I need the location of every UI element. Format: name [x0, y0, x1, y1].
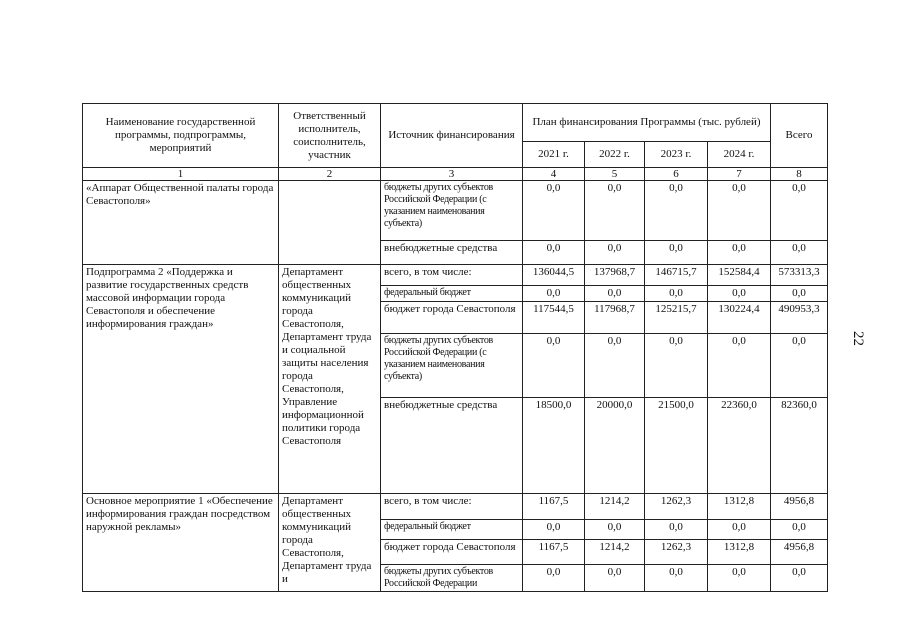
- year-value: 0,0: [585, 241, 645, 265]
- executor: [279, 181, 381, 265]
- year-value: 117968,7: [585, 302, 645, 334]
- year-value: 1312,8: [708, 540, 771, 565]
- year-value: 0,0: [645, 334, 708, 398]
- year-value: 21500,0: [645, 398, 708, 494]
- year-value: 0,0: [708, 286, 771, 302]
- year-value: 0,0: [523, 520, 585, 540]
- total-value: 490953,3: [771, 302, 828, 334]
- year-value: 136044,5: [523, 265, 585, 286]
- header-source: Источник финансирования: [381, 104, 523, 168]
- header-plan: План финансирования Программы (тыс. рублей): [523, 104, 771, 142]
- year-value: 0,0: [585, 520, 645, 540]
- column-number: 7: [708, 168, 771, 181]
- year-value: 1262,3: [645, 540, 708, 565]
- funding-source: федеральный бюджет: [381, 286, 523, 302]
- funding-source: бюджеты других субъектов Российской Федерации: [381, 565, 523, 592]
- year-value: 1214,2: [585, 540, 645, 565]
- page-number: 22: [850, 331, 866, 346]
- year-value: 0,0: [645, 565, 708, 592]
- year-value: 137968,7: [585, 265, 645, 286]
- year-value: 0,0: [585, 181, 645, 241]
- funding-source: бюджеты других субъектов Российской Федерации (с указанием наименования субъекта): [381, 334, 523, 398]
- table-row: [83, 265, 828, 286]
- total-value: 0,0: [771, 181, 828, 241]
- year-value: 130224,4: [708, 302, 771, 334]
- column-number: 5: [585, 168, 645, 181]
- column-number: 1: [83, 168, 279, 181]
- table-row: [83, 494, 828, 520]
- total-value: 0,0: [771, 286, 828, 302]
- year-value: 0,0: [645, 520, 708, 540]
- year-value: 1167,5: [523, 494, 585, 520]
- financing-table: [82, 103, 828, 592]
- year-value: 20000,0: [585, 398, 645, 494]
- year-value: 0,0: [645, 181, 708, 241]
- funding-source: федеральный бюджет: [381, 520, 523, 540]
- funding-source: бюджет города Севастополя: [381, 302, 523, 334]
- header-year: 2023 г.: [645, 142, 708, 168]
- year-value: 1167,5: [523, 540, 585, 565]
- funding-source: всего, в том числе:: [381, 265, 523, 286]
- year-value: 0,0: [645, 241, 708, 265]
- header-total: Всего: [771, 104, 828, 168]
- year-value: 152584,4: [708, 265, 771, 286]
- year-value: 22360,0: [708, 398, 771, 494]
- header-year: 2021 г.: [523, 142, 585, 168]
- year-value: 0,0: [585, 334, 645, 398]
- year-value: 0,0: [708, 565, 771, 592]
- year-value: 0,0: [585, 286, 645, 302]
- column-number: 6: [645, 168, 708, 181]
- header-year: 2022 г.: [585, 142, 645, 168]
- program-name: «Аппарат Общественной палаты города Севастополя»: [83, 181, 279, 265]
- column-number: 8: [771, 168, 828, 181]
- column-number: 3: [381, 168, 523, 181]
- year-value: 18500,0: [523, 398, 585, 494]
- funding-source: бюджеты других субъектов Российской Федерации (с указанием наименования субъекта): [381, 181, 523, 241]
- year-value: 0,0: [523, 241, 585, 265]
- year-value: 0,0: [708, 334, 771, 398]
- column-number: 2: [279, 168, 381, 181]
- header-name: Наименование государственной программы, подпрограммы, мероприятий: [83, 104, 279, 168]
- funding-source: внебюджетные средства: [381, 241, 523, 265]
- year-value: 0,0: [523, 286, 585, 302]
- year-value: 0,0: [708, 520, 771, 540]
- program-name: Подпрограмма 2 «Поддержка и развитие государственных средств массовой информации города Севастополя и обеспечение информирования граждан»: [83, 265, 279, 494]
- year-value: 146715,7: [645, 265, 708, 286]
- total-value: 0,0: [771, 241, 828, 265]
- column-number: 4: [523, 168, 585, 181]
- year-value: 0,0: [523, 181, 585, 241]
- year-value: 0,0: [645, 286, 708, 302]
- year-value: 0,0: [523, 565, 585, 592]
- year-value: 0,0: [708, 181, 771, 241]
- total-value: 0,0: [771, 520, 828, 540]
- year-value: 1312,8: [708, 494, 771, 520]
- year-value: 117544,5: [523, 302, 585, 334]
- funding-source: внебюджетные средства: [381, 398, 523, 494]
- total-value: 4956,8: [771, 494, 828, 520]
- executor: Департамент общественных коммуникаций города Севастополя, Департамент труда и социальной защиты населения города Севастополя, Управление информационной политики города Севастополя: [279, 265, 381, 494]
- year-value: 1214,2: [585, 494, 645, 520]
- total-value: 573313,3: [771, 265, 828, 286]
- year-value: 125215,7: [645, 302, 708, 334]
- header-executor: Ответственный исполнитель, соисполнитель, участник: [279, 104, 381, 168]
- executor: Департамент общественных коммуникаций города Севастополя, Департамент труда и: [279, 494, 381, 592]
- total-value: 0,0: [771, 334, 828, 398]
- year-value: 0,0: [585, 565, 645, 592]
- year-value: 0,0: [523, 334, 585, 398]
- funding-source: всего, в том числе:: [381, 494, 523, 520]
- header-year: 2024 г.: [708, 142, 771, 168]
- table-row: [83, 181, 828, 241]
- total-value: 0,0: [771, 565, 828, 592]
- year-value: 0,0: [708, 241, 771, 265]
- program-name: Основное мероприятие 1 «Обеспечение информирования граждан посредством наружной рекламы»: [83, 494, 279, 592]
- funding-source: бюджет города Севастополя: [381, 540, 523, 565]
- year-value: 1262,3: [645, 494, 708, 520]
- total-value: 4956,8: [771, 540, 828, 565]
- total-value: 82360,0: [771, 398, 828, 494]
